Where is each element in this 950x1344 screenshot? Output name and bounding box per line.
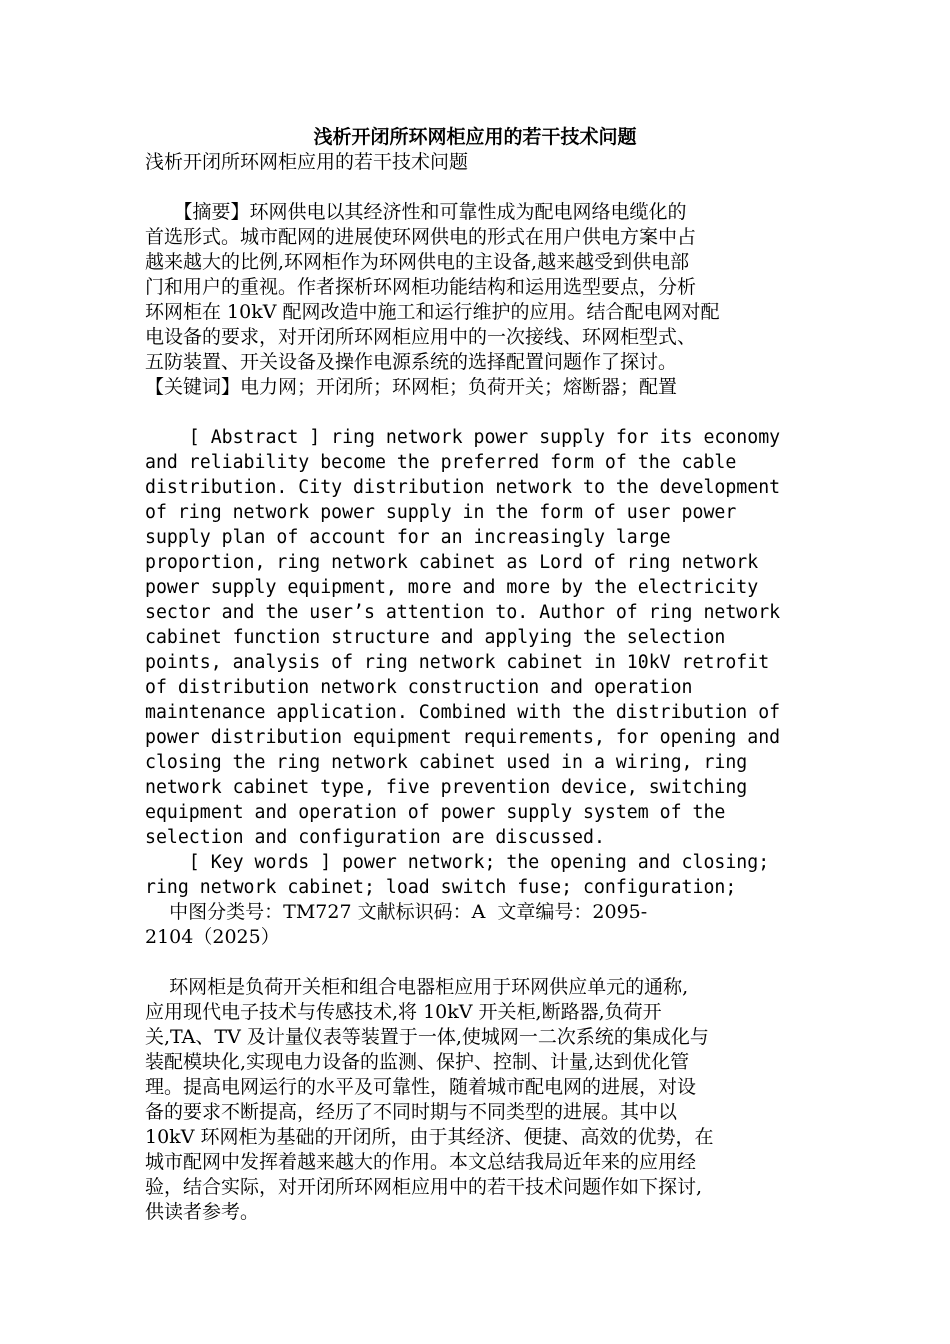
abstract-cn-line: 首选形式。城市配网的进展使环网供电的形式在用户供电方案中占 <box>145 226 697 248</box>
classification-line: 2104（2025） <box>145 926 280 948</box>
abstract-en-line: maintenance application. Combined with the distribution of <box>145 702 781 723</box>
abstract-en-line: closing the ring network cabinet used in a wiring, ring <box>145 752 748 773</box>
abstract-en-line: of ring network power supply in the form of user power <box>145 502 737 523</box>
body-line: 环网柜是负荷开关柜和组合电器柜应用于环网供应单元的通称, <box>145 976 689 998</box>
abstract-en-line: power supply equipment, more and more by the electricity <box>145 577 759 598</box>
abstract-en-line: of distribution network construction and operation <box>145 677 693 698</box>
abstract-en-line: sector and the user’s attention to. Author of ring network <box>145 602 781 623</box>
abstract-en-line: network cabinet type, five prevention device, switching <box>145 777 748 798</box>
body-line: 城市配网中发挥着越来越大的作用。本文总结我局近年来的应用经 <box>145 1151 697 1173</box>
abstract-en-line: [ Abstract ] ring network power supply for its economy <box>145 427 781 448</box>
abstract-cn-line: 环网柜在 10kV 配网改造中施工和运行维护的应用。结合配电网对配 <box>145 301 720 323</box>
document-subtitle: 浅析开闭所环网柜应用的若干技术问题 <box>145 151 469 173</box>
body-line: 10kV 环网柜为基础的开闭所，由于其经济、便捷、高效的优势，在 <box>145 1126 714 1148</box>
keywords-en-line: ring network cabinet; load switch fuse; configuration; <box>145 877 737 898</box>
keywords-cn: 【关键词】电力网；开闭所；环网柜；负荷开关；熔断器；配置 <box>145 376 678 398</box>
body-line: 理。提高电网运行的水平及可靠性，随着城市配电网的进展，对设 <box>145 1076 697 1098</box>
abstract-en-line: cabinet function structure and applying the selection <box>145 627 726 648</box>
abstract-en-line: points, analysis of ring network cabinet in 10kV retrofit <box>145 652 770 673</box>
abstract-en-line: power distribution equipment requirements, for opening and <box>145 727 781 748</box>
abstract-cn-line: 门和用户的重视。作者探析环网柜功能结构和运用选型要点，分析 <box>145 276 697 298</box>
abstract-cn-line: 【摘要】环网供电以其经济性和可靠性成为配电网络电缆化的 <box>145 201 687 223</box>
abstract-cn-line: 越来越大的比例,环网柜作为环网供电的主设备,越来越受到供电部 <box>145 251 690 273</box>
body-line: 装配模块化,实现电力设备的监测、保护、控制、计量,达到优化管 <box>145 1051 690 1073</box>
abstract-en-line: and reliability become the preferred form of the cable <box>145 452 737 473</box>
abstract-en-line: distribution. City distribution network to the development <box>145 477 781 498</box>
body-line: 应用现代电子技术与传感技术,将 10kV 开关柜,断路器,负荷开 <box>145 1001 662 1023</box>
body-line: 验，结合实际，对开闭所环网柜应用中的若干技术问题作如下探讨, <box>145 1176 703 1198</box>
body-line: 备的要求不断提高，经历了不同时期与不同类型的进展。其中以 <box>145 1101 678 1123</box>
abstract-en-line: proportion, ring network cabinet as Lord of ring network <box>145 552 759 573</box>
abstract-cn-line: 电设备的要求，对开闭所环网柜应用中的一次接线、环网柜型式、 <box>145 326 697 348</box>
abstract-en-line: equipment and operation of power supply system of the <box>145 802 726 823</box>
abstract-en-line: selection and configuration are discussed. <box>145 827 605 848</box>
abstract-cn-line: 五防装置、开关设备及操作电源系统的选择配置问题作了探讨。 <box>145 351 678 373</box>
document-title: 浅析开闭所环网柜应用的若干技术问题 <box>313 126 637 148</box>
classification-line: 中图分类号：TM727 文献标识码：A 文章编号：2095- <box>145 901 648 923</box>
body-line: 关,TA、TV 及计量仪表等装置于一体,使城网一二次系统的集成化与 <box>145 1026 709 1048</box>
abstract-en-line: supply plan of account for an increasingly large <box>145 527 671 548</box>
body-line: 供读者参考。 <box>145 1201 260 1223</box>
keywords-en-line: [ Key words ] power network; the opening and closing; <box>145 852 770 873</box>
